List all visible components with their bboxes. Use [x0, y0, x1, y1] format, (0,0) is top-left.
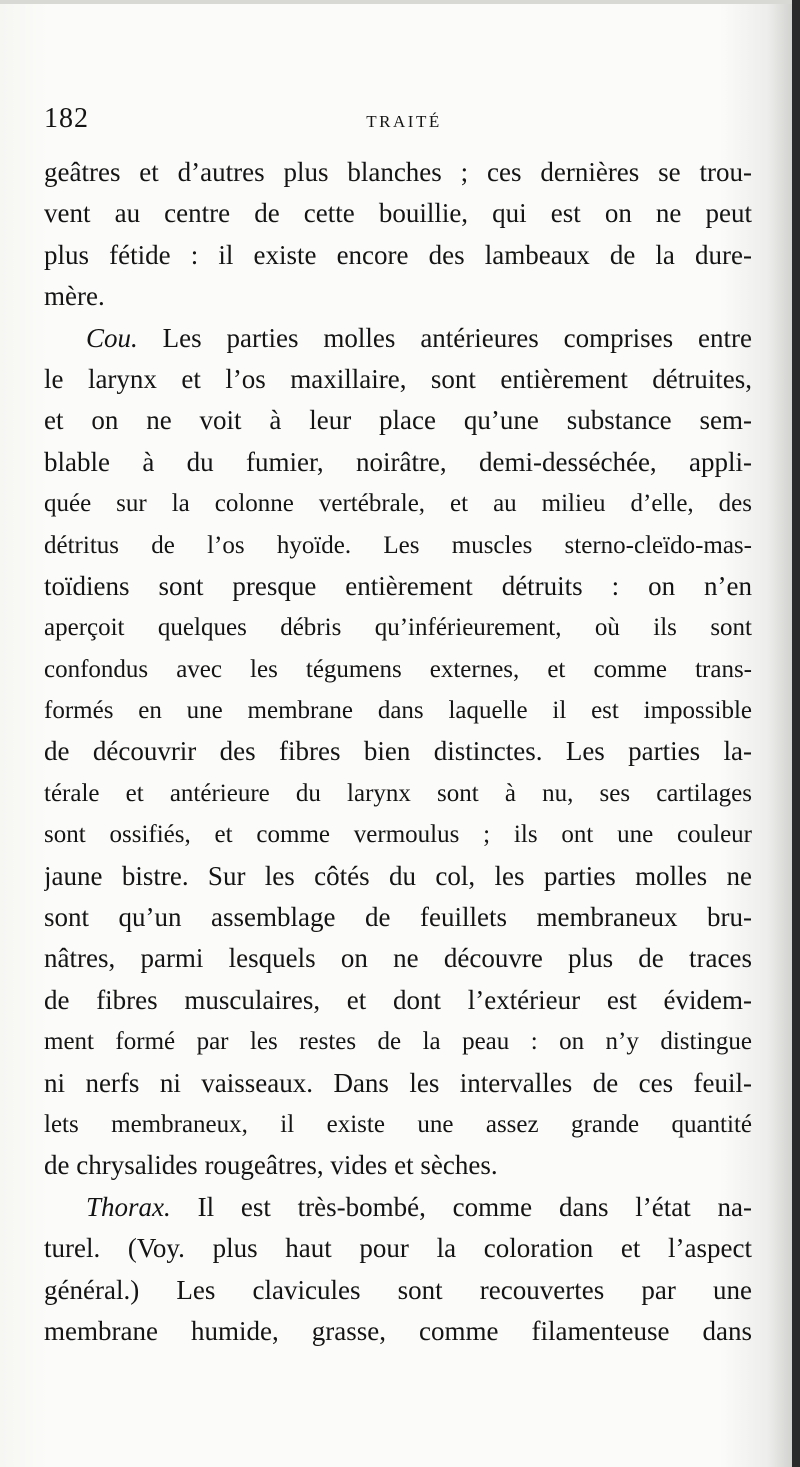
body-text: [44, 152, 752, 1352]
text-line: jaune bistre. Sur les côtés du col, les parties molles ne: [44, 860, 752, 891]
section-lead: Thorax.: [86, 1191, 171, 1222]
text-line: confondus avec les tégumens externes, et comme trans-: [44, 655, 752, 683]
text-line: de chrysalides rougeâtres, vides et sèches.: [44, 1150, 498, 1181]
text-line: nâtres, parmi lesquels on ne découvre plus de traces: [44, 943, 752, 974]
page-number: 182: [44, 103, 89, 134]
page-header: [44, 103, 744, 143]
running-head: TRAITÉ: [366, 112, 442, 131]
text-line: de découvrir des fibres bien distinctes. Les parties la-: [44, 736, 752, 767]
text-line: formés en une membrane dans laquelle il est impossible: [44, 697, 752, 725]
page-top-edge: [0, 0, 800, 4]
text-line: sont qu’un assemblage de feuillets membraneux bru-: [44, 902, 752, 933]
text-line: le larynx et l’os maxillaire, sont entièrement détruites,: [44, 363, 752, 394]
page-right-edge: [792, 0, 800, 1467]
text-line: aperçoit quelques débris qu’inférieurement, où ils sont: [44, 614, 752, 642]
text-line: geâtres et d’autres plus blanches ; ces dernières se trou-: [44, 157, 752, 187]
text-line: turel. (Voy. plus haut pour la coloration et l’aspect: [44, 1233, 752, 1264]
text-line: détritus de l’os hyoïde. Les muscles sterno-cleïdo-mas-: [44, 531, 752, 559]
paragraph-start-line: Thorax. Il est très-bombé, comme dans l’état na-: [86, 1191, 752, 1222]
text-line: et on ne voit à leur place qu’une substance sem-: [44, 405, 752, 436]
paragraph-start-line: Cou. Les parties molles antérieures comprises entre: [86, 322, 752, 353]
text-line: lets membraneux, il existe une assez grande quantité: [44, 1110, 752, 1138]
text-line: membrane humide, grasse, comme filamenteuse dans: [44, 1315, 752, 1346]
text-line: quée sur la colonne vertébrale, et au milieu d’elle, des: [44, 490, 752, 518]
text-line: de fibres musculaires, et dont l’extérieur est évidem-: [44, 984, 752, 1015]
text-line: mère.: [44, 281, 105, 312]
text-line: térale et antérieure du larynx sont à nu, ses cartilages: [44, 779, 752, 807]
text-line: vent au centre de cette bouillie, qui est on ne peut: [44, 198, 752, 229]
text-line: toïdiens sont presque entièrement détruits : on n’en: [44, 570, 752, 601]
text-line: général.) Les clavicules sont recouvertes par une: [44, 1274, 752, 1305]
text-line: sont ossifiés, et comme vermoulus ; ils ont une couleur: [44, 821, 752, 849]
text-line: plus fétide : il existe encore des lambeaux de la dure-: [44, 239, 752, 270]
section-lead: Cou.: [86, 322, 138, 353]
text-line: ni nerfs ni vaisseaux. Dans les intervalles de ces feuil-: [44, 1067, 752, 1098]
text-line: blable à du fumier, noirâtre, demi-desséchée, appli-: [44, 446, 752, 477]
text-line: ment formé par les restes de la peau : on n’y distingue: [44, 1028, 752, 1056]
